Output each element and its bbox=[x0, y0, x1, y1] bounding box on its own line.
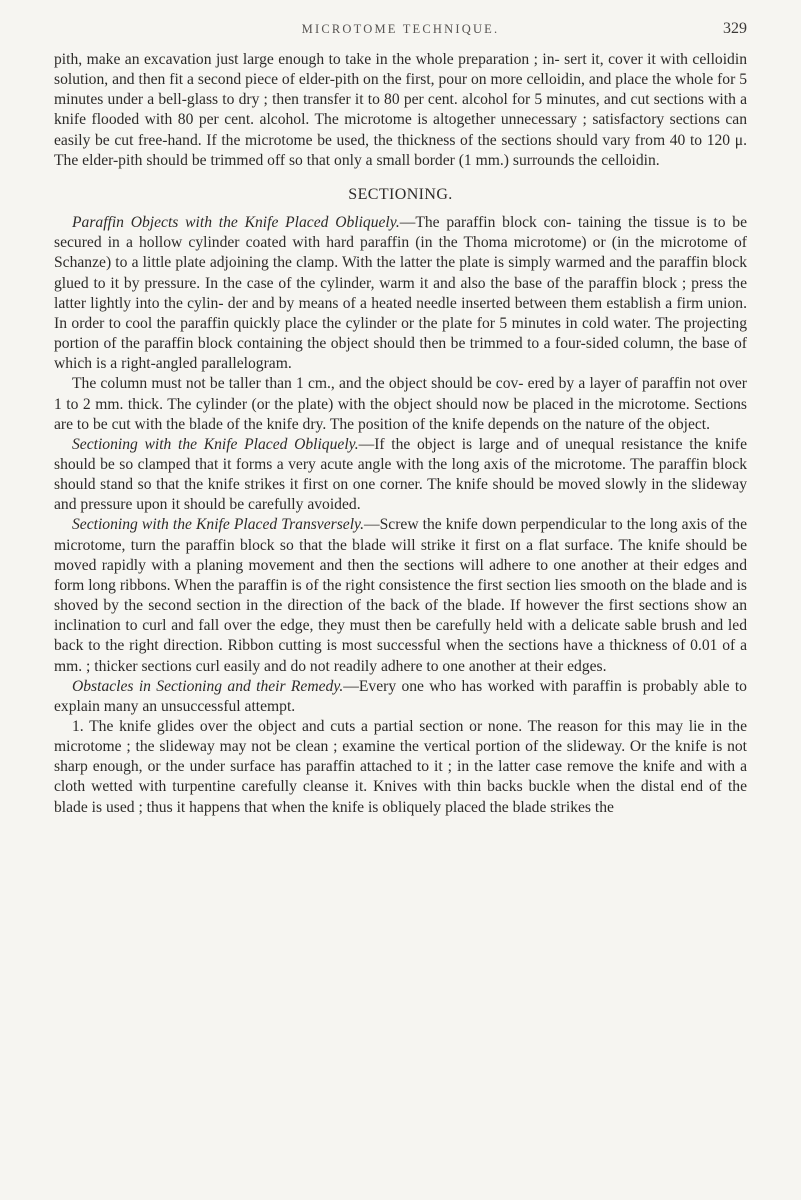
em-dash: — bbox=[358, 435, 375, 453]
paragraph-text: If the object is large and of unequal resistance the knife should be so clamped that it forms a very acute angle with the long axis of the microtome. The paraffin block should stand so that the knife strikes it first on one corner. The knife should be moved slowly in the slideway and pressure upon it should be carefully avoided. bbox=[54, 435, 747, 514]
paragraph-text: Screw the knife down perpendicular to the long axis of the microtome, turn the paraffin block so that the blade will strike it first on a flat surface. The knife should be moved rapidly with a planing movement and then the sections will adhere to one another at their edges and form long ribbons. When the paraffin is of the right consistence the first section lies smooth on the blade and is shoved by the second section in the direction of the back of the blade. If however the first sections show an inclination to curl and fall over the edge, they must then be carefully held with a delicate sable brush and led back to the right direction. Ribbon cutting is most successful when the sections have a thickness of 0.01 of a mm. ; thicker sections curl easily and do not readily adhere to one another at their edges. bbox=[54, 516, 748, 675]
paragraph-knife-transversely bbox=[54, 515, 747, 676]
paragraph-obstacles bbox=[54, 677, 747, 717]
section-heading: SECTIONING. bbox=[348, 185, 453, 203]
paragraph-lead: Paraffin Objects with the Knife Placed Obliquely. bbox=[72, 214, 400, 232]
paragraph-knife-obliquely bbox=[54, 435, 747, 516]
body-text bbox=[54, 50, 747, 818]
paragraph-continuation: pith, make an excavation just large enough to take in the whole preparation ; in- sert it, cover it with celloidin solution, and then fit a second piece of elder-pith on the first, pour on more celloidin, and place the whole for 5 minutes under a bell-glass to dry ; then transfer it to 80 per cent. alcohol for 5 minutes, and cut sections with a knife flooded with 80 per cent. alcohol. The microtome is altogether unnecessary ; satisfactory sections can easily be cut free-hand. If the microtome be used, the thickness of the sections should vary from 40 to 120 μ. The elder-pith should be trimmed off so that only a small border (1 mm.) surrounds the celloidin. bbox=[54, 51, 747, 169]
page-number: 329 bbox=[723, 20, 747, 37]
paragraph-text: Every one who has worked with paraffin is probably able to explain many an unsuccessful attempt. bbox=[54, 677, 747, 715]
paragraph-paraffin-objects bbox=[54, 213, 747, 374]
paragraph-lead: Sectioning with the Knife Placed Transversely. bbox=[72, 516, 365, 534]
paragraph-lead: Sectioning with the Knife Placed Obliquely. bbox=[72, 435, 359, 453]
running-head bbox=[54, 20, 747, 42]
em-dash: — bbox=[399, 214, 416, 232]
running-head-title: MICROTOME TECHNIQUE. bbox=[301, 22, 500, 36]
paragraph-numbered-item-1: 1. The knife glides over the object and cuts a partial section or none. The reason for this may lie in the microtome ; the slideway may not be clean ; examine the vertical portion of the slideway. Or the knife is not sharp enough, or the under surface has paraffin attached to it ; in the latter case remove the knife and with a cloth wetted with turpentine carefully cleanse it. Knives with thin backs buckle when the distal end of the blade is used ; thus it happens that when the knife is obliquely placed the blade strikes the bbox=[54, 718, 747, 816]
em-dash: — bbox=[343, 677, 359, 695]
paragraph-text: The paraffin block con- taining the tissue is to be secured in a hollow cylinder coated with hard paraffin (in the Thoma microtome) or (in the microtome of Schanze) to a little plate adjoining the clamp. With the latter the plate is simply warmed and the paraffin block glued to it by pressure. In the case of the cylinder, warm it and also the base of the paraffin block ; press the latter lightly into the cylin- der and by means of a heated needle inserted between them establish a firm union. In order to cool the paraffin quickly place the cylinder or the plate for 5 minutes in cold water. The projecting portion of the paraffin block containing the object should then be trimmed to a four-sided column, the base of which is a right-angled parallelogram. bbox=[54, 214, 748, 373]
paragraph-lead: Obstacles in Sectioning and their Remedy. bbox=[72, 677, 344, 695]
em-dash: — bbox=[364, 516, 380, 534]
paragraph-column: The column must not be taller than 1 cm., and the object should be cov- ered by a layer of paraffin not over 1 to 2 mm. thick. The cylinder (or the plate) with the object should now be placed in the microtome. Sections are to be cut with the blade of the knife dry. The position of the knife depends on the nature of the object. bbox=[54, 375, 747, 433]
